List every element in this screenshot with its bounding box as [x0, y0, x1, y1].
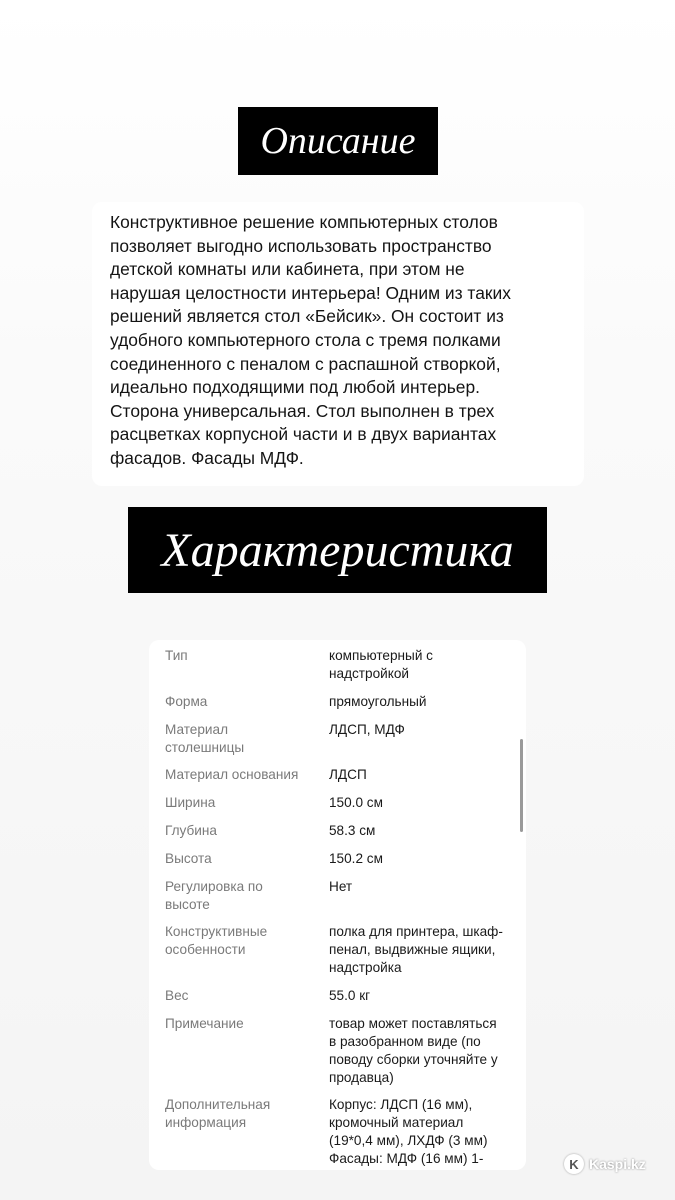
spec-value [329, 822, 519, 840]
spec-value-line: 150.2 см [329, 851, 383, 866]
spec-label [165, 850, 315, 868]
spec-label [165, 1015, 315, 1033]
spec-label-line: информация [165, 1115, 247, 1130]
spec-label [165, 693, 315, 711]
spec-value-line: полка для принтера, шкаф- [329, 924, 503, 939]
spec-label-line: особенности [165, 942, 246, 957]
spec-label-line: Высота [165, 851, 212, 866]
spec-label [165, 647, 315, 665]
description-title-text: Описание [260, 120, 416, 162]
specifications-scrollbar[interactable] [520, 739, 523, 832]
spec-value [329, 923, 519, 977]
description-card [92, 202, 584, 486]
spec-value [329, 647, 519, 683]
spec-label [165, 822, 315, 840]
spec-label-line: Регулировка по [165, 879, 263, 894]
spec-label-line: столешницы [165, 740, 245, 755]
spec-value [329, 693, 519, 711]
description-line: удобного компьютерного стола с тремя полками [110, 329, 501, 350]
description-title [238, 107, 438, 175]
description-line: идеально подходящими под любой интерьер. [110, 377, 480, 398]
spec-value [329, 850, 519, 868]
spec-value [329, 1096, 519, 1168]
spec-label [165, 721, 315, 757]
spec-value-line: пенал, выдвижные ящики, [329, 942, 496, 957]
watermark-text: Kaspi.kz [589, 1156, 646, 1172]
spec-value-line: прямоугольный [329, 694, 427, 709]
spec-value-line: Фасады: МДФ (16 мм) 1- [329, 1151, 484, 1166]
description-line: соединенного с пеналом с распашной створкой, [110, 353, 501, 374]
description-line: Конструктивное решение компьютерных столов [110, 212, 498, 232]
spec-label-line: Материал [165, 722, 229, 737]
spec-label-line: Тип [165, 648, 188, 663]
spec-label-line: Форма [165, 694, 208, 709]
spec-label-line: Глубина [165, 823, 217, 838]
description-line: расцветках корпусной части и в двух вариантах [110, 424, 497, 445]
spec-value-line: поводу сборки уточняйте у [329, 1052, 498, 1067]
spec-label [165, 878, 315, 914]
spec-label-line: Дополнительная [165, 1097, 271, 1112]
description-line: решений является стол «Бейсик». Он состоит из [110, 306, 504, 327]
spec-label-line: Ширина [165, 795, 216, 810]
spec-value [329, 721, 519, 739]
characteristics-title-text: Характеристика [161, 523, 514, 577]
spec-label-line: Вес [165, 988, 189, 1003]
spec-value [329, 766, 519, 784]
spec-value-line: ЛДСП [329, 767, 367, 782]
kaspi-logo-icon: K [564, 1154, 584, 1174]
description-line: детской комнаты или кабинета, при этом не [110, 259, 465, 280]
spec-value-line: Корпус: ЛДСП (16 мм), [329, 1097, 473, 1112]
spec-label [165, 766, 315, 784]
spec-value [329, 878, 519, 896]
spec-label-line: высоте [165, 897, 210, 912]
spec-label [165, 987, 315, 1005]
spec-value-line: 55.0 кг [329, 988, 371, 1003]
spec-value-line: товар может поставляться [329, 1016, 497, 1031]
spec-value [329, 794, 519, 812]
description-line: Сторона универсальная. Стол выполнен в трех [110, 400, 495, 421]
spec-label [165, 1096, 315, 1132]
spec-value-line: продавца) [329, 1070, 394, 1085]
spec-label-line: Конструктивные [165, 924, 268, 939]
spec-value-line: (19*0,4 мм), ЛХДФ (3 мм) [329, 1133, 488, 1148]
spec-value-line: надстройка [329, 960, 402, 975]
spec-value-line: 150.0 см [329, 795, 383, 810]
spec-value [329, 987, 519, 1005]
spec-value-line: 58.3 см [329, 823, 376, 838]
spec-label-line: Материал основания [165, 767, 299, 782]
spec-value [329, 1015, 519, 1087]
spec-label [165, 923, 315, 959]
kaspi-watermark [564, 1153, 646, 1175]
characteristics-title [128, 507, 547, 593]
spec-value-line: ЛДСП, МДФ [329, 722, 405, 737]
spec-label [165, 794, 315, 812]
spec-value-line: компьютерный с [329, 648, 433, 663]
spec-value-line: Нет [329, 879, 353, 894]
spec-label-line: Примечание [165, 1016, 244, 1031]
description-text [110, 211, 568, 471]
spec-value-line: кромочный материал [329, 1115, 464, 1130]
spec-value-line: надстройкой [329, 666, 409, 681]
spec-value-line: в разобранном виде (по [329, 1034, 481, 1049]
description-line: нарушая целостности интерьера! Одним из таких [110, 282, 511, 303]
description-line: позволяет выгодно использовать пространство [110, 235, 492, 256]
description-line: фасадов. Фасады МДФ. [110, 447, 304, 468]
specifications-table[interactable] [149, 640, 526, 1170]
